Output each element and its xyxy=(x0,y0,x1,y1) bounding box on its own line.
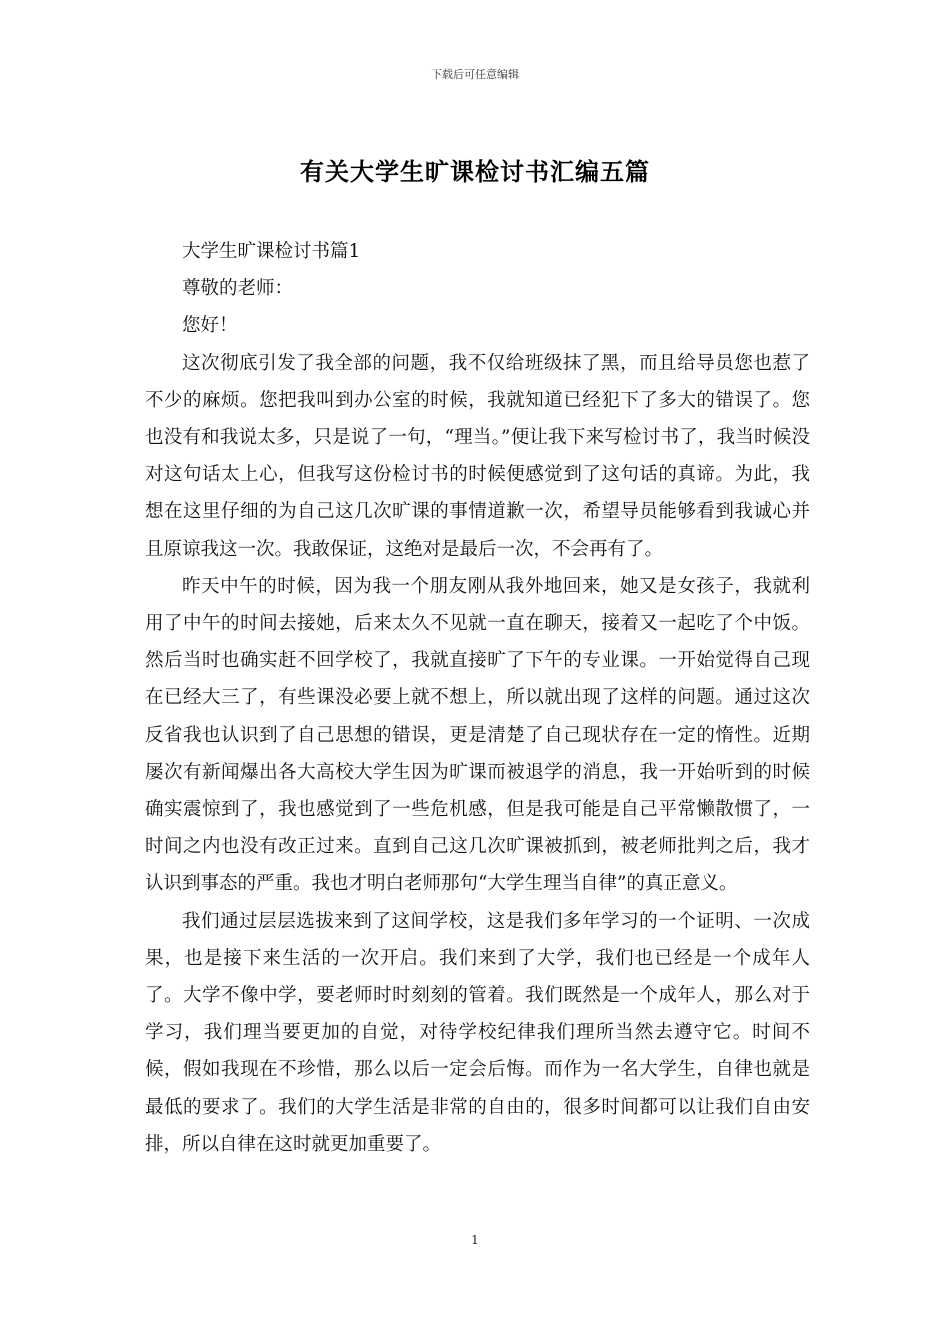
body-paragraph: 这次彻底引发了我全部的问题，我不仅给班级抹了黑，而且给导员您也惹了不少的麻烦。您把我叫到办公室的时候，我就知道已经犯下了多大的错误了。您也没有和我说太多，只是说了一句，“理当。”便让我下来写检讨书了，我当时候没对这句话太上心，但我写这份检讨书的时候便感觉到了这句话的真谛。为此，我想在这里仔细的为自己这几次旷课的事情道歉一次，希望导员能够看到我诚心并且原谅我这一次。我敢保证，这绝对是最后一次，不会再有了。 xyxy=(145,352,810,560)
section-heading: 大学生旷课检讨书篇1 xyxy=(182,241,361,262)
body-paragraph: 我们通过层层选拔来到了这间学校，这是我们多年学习的一个证明、一次成果，也是接下来生活的一次开启。我们来到了大学，我们也已经是一个成年人了。大学不像中学，要老师时时刻刻的管着。我们既然是一个成年人，那么对于学习，我们理当要更加的自觉，对待学校纪律我们理所当然去遵守它。时间不候，假如我现在不珍惜，那么以后一定会后悔。而作为一名大学生，自律也就是最低的要求了。我们的大学生活是非常的自由的，很多时间都可以让我们自由安排，所以自律在这时就更加重要了。 xyxy=(145,910,810,1155)
document-body xyxy=(145,233,810,1163)
document-title: 有关大学生旷课检讨书汇编五篇 xyxy=(300,157,650,186)
body-paragraph: 昨天中午的时候，因为我一个朋友刚从我外地回来，她又是女孩子，我就利用了中午的时间去接她，后来太久不见就一直在聊天，接着又一起吃了个中饭。然后当时也确实赶不回学校了，我就直接旷了下午的专业课。一开始觉得自己现在已经大三了，有些课没必要上就不想上，所以就出现了这样的问题。通过这次反省我也认识到了自己思想的错误，更是清楚了自己现状存在一定的惰性。近期屡次有新闻爆出各大高校大学生因为旷课而被退学的消息，我一开始听到的时候确实震惊到了，我也感觉到了一些危机感，但是我可能是自己平常懒散惯了，一时间之内也没有改正过来。直到自己这几次旷课被抓到，被老师批判之后，我才认识到事态的严重。我也才明白老师那句“大学生理当自律”的真正意义。 xyxy=(145,575,810,895)
salutation: 尊敬的老师： xyxy=(182,278,294,300)
page-number: 1 xyxy=(471,1233,479,1247)
greeting: 您好！ xyxy=(182,315,238,337)
page-header-note: 下载后可任意编辑 xyxy=(431,68,519,81)
